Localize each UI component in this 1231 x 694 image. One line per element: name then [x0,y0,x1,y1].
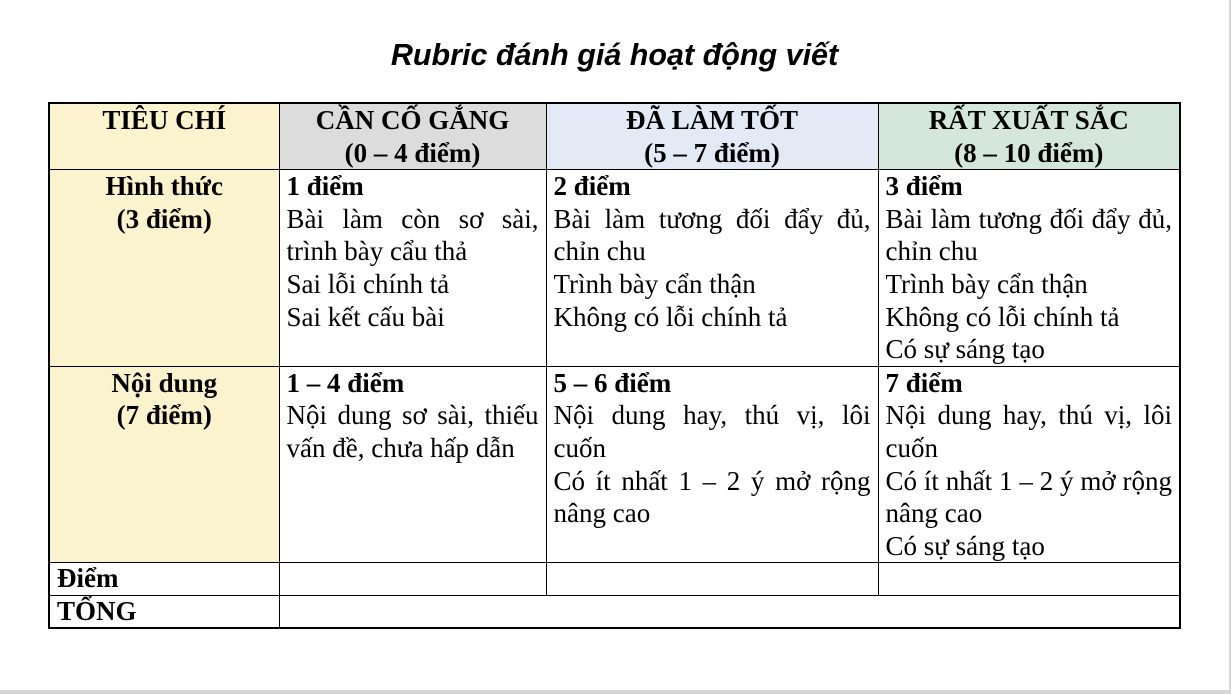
descriptor: Bài làm còn sơ sài, trình bày cẩu thả [286,203,539,267]
level-cell [878,170,1180,367]
criteria-name: Nội dung [111,367,218,398]
header-criteria-cell [49,103,279,170]
descriptor: Sai lỗi chính tả [286,268,450,299]
score-label: 3 điểm [885,171,963,202]
score-label: 1 – 4 điểm [286,367,405,398]
header-level-good [546,103,878,170]
level-range: (8 – 10 điểm) [954,137,1104,168]
header-level-needs-effort [279,103,546,170]
total-row-label: TỔNG [57,595,137,626]
criteria-points: (7 điểm) [116,400,212,431]
criteria-row-content [49,366,1180,563]
descriptor: Có ít nhất 1 – 2 ý mở rộng nâng cao [553,465,871,529]
level-name: CẦN CỐ GẮNG [315,105,510,135]
score-cell-empty [279,563,546,596]
score-label: 7 điểm [885,367,963,398]
criteria-points: (3 điểm) [116,203,212,234]
descriptor: Không có lỗi chính tả [553,301,788,332]
score-label: 5 – 6 điểm [553,367,672,398]
header-criteria-label: TIÊU CHÍ [102,105,227,135]
level-cell [878,366,1180,563]
total-row-label-cell [49,595,279,628]
level-name: RẤT XUẤT SẮC [928,105,1129,135]
score-row [49,563,1180,596]
descriptor: Có sự sáng tạo [885,530,1045,561]
score-label: 1 điểm [286,171,364,202]
total-row [49,595,1180,628]
level-cell [279,366,546,563]
score-row-label: Điểm [57,563,119,594]
score-cell-empty [546,563,878,596]
descriptor: Sai kết cấu bài [286,301,445,332]
descriptor: Có ít nhất 1 – 2 ý mở rộng nâng cao [885,465,1172,529]
level-range: (5 – 7 điểm) [644,137,780,168]
descriptor: Nội dung hay, thú vị, lôi cuốn [885,400,1172,463]
level-cell [279,170,546,367]
descriptor: Có sự sáng tạo [885,334,1045,365]
descriptor: Không có lỗi chính tả [885,301,1120,332]
criteria-row-form [49,170,1180,367]
criteria-name: Hình thức [105,171,223,202]
descriptor: Nội dung sơ sài, thiếu vấn đề, chưa hấp dẫn [286,400,539,463]
level-cell [546,170,878,367]
descriptor: Bài làm tương đối đẩy đủ, chỉn chu [885,203,1172,267]
descriptor: Trình bày cẩn thận [553,268,756,299]
descriptor: Nội dung hay, thú vị, lôi cuốn [553,400,871,463]
score-cell-empty [878,563,1180,596]
total-cell-empty [279,595,1180,628]
header-row [49,103,1180,170]
score-row-label-cell [49,563,279,596]
descriptor: Trình bày cẩn thận [885,268,1088,299]
rubric-table [48,102,1181,629]
descriptor: Bài làm tương đối đẩy đủ, chỉn chu [553,203,871,267]
score-label: 2 điểm [553,171,631,202]
level-cell [546,366,878,563]
level-range: (0 – 4 điểm) [344,137,481,168]
criteria-cell [49,170,279,367]
level-name: ĐÃ LÀM TỐT [625,105,799,135]
criteria-cell [49,366,279,563]
header-level-excellent [878,103,1180,170]
page-title: Rubric đánh giá hoạt động viết [390,38,839,72]
